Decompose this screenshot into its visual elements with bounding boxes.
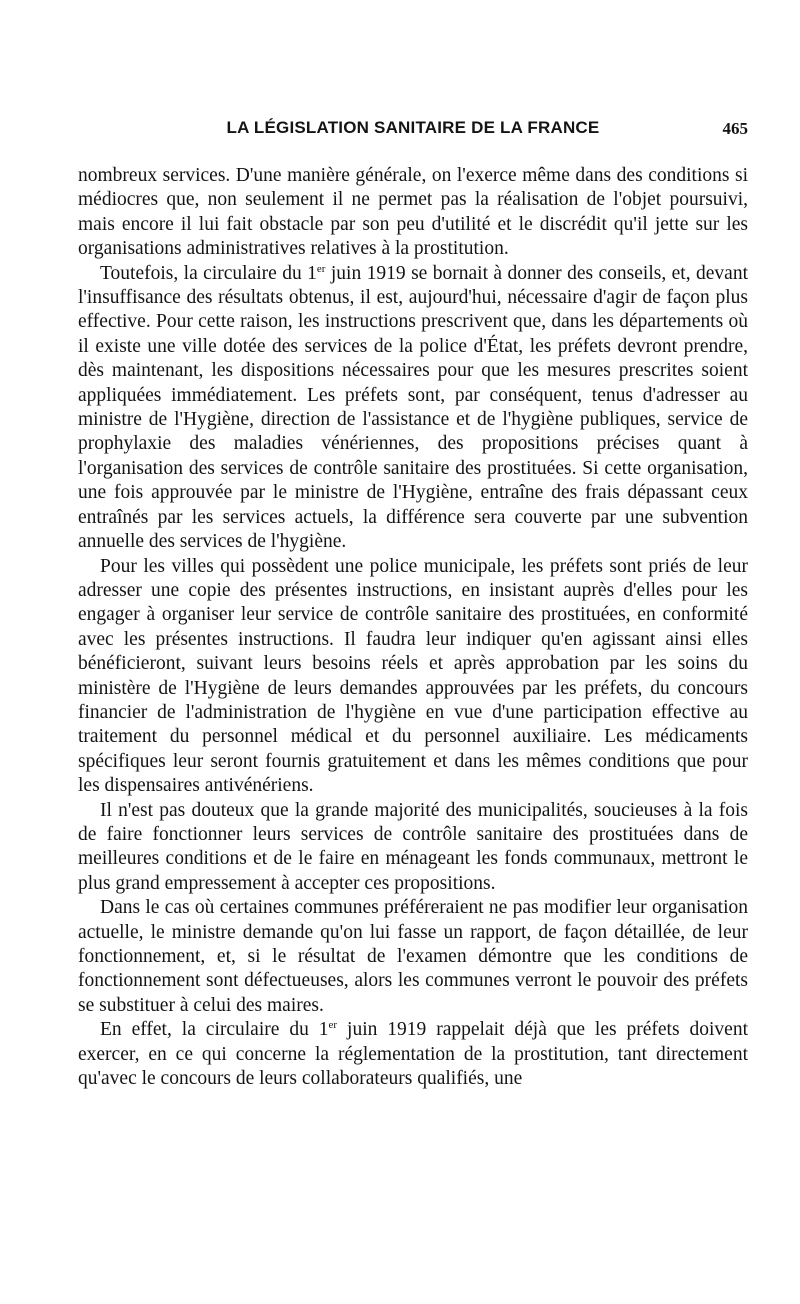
paragraph-continuation: nombreux services. D'une manière générale, on l'exerce même dans des conditions si médiocres que, non seulement il ne permet pas la réalisation de l'objet poursuivi, mais encore il lui fait obstacle par son peu d'utilité et le discrédit qu'il jette sur les organisations administratives relatives à la prostitution. (78, 165, 748, 260)
running-title: LA LÉGISLATION SANITAIRE DE LA FRANCE (226, 118, 600, 137)
page-number: 465 (722, 119, 748, 138)
paragraph-circulaire (78, 262, 748, 555)
ordinal-superscript: er (328, 1019, 338, 1032)
paragraph-text-after: juin 1919 rappelait déjà que les préfets doivent exercer, en ce qui concerne la réglementation de la prostitution, tant directement qu'avec le concours de leurs collaborateurs qualifiés, une (78, 1019, 748, 1090)
paragraph-text-before: En effet, la circulaire du 1 (100, 1019, 329, 1041)
paragraph-communes: Dans le cas où certaines communes préféreraient ne pas modifier leur organisation actuelle, le ministre demande qu'on lui fasse un rapport, de façon détaillée, de leur fonctionnement, et, si le résultat de l'examen démontre que les conditions de fonctionnement sont défectueuses, alors les communes verront le pouvoir des préfets se substituer à celui des maires. (78, 897, 748, 1016)
paragraph-text-before: Toutefois, la circulaire du 1 (100, 262, 317, 284)
paragraph-municipalites: Il n'est pas douteux que la grande majorité des municipalités, soucieuses à la fois de faire fonctionner leurs services de contrôle sanitaire des prostituées dans de meilleures conditions et de le faire en ménageant les fonds communaux, mettront le plus grand empressement à accepter ces propositions. (78, 799, 748, 894)
ordinal-superscript: er (316, 262, 326, 275)
paragraph-villes: Pour les villes qui possèdent une police municipale, les préfets sont priés de leur adresser une copie des présentes instructions, en insistant auprès d'elles pour les engager à organiser leur service de contrôle sanitaire des prostituées, en conformité avec les présentes instructions. Il faudra leur indiquer qu'en agissant ainsi elles bénéficieront, suivant leurs besoins réels et après approbation par les soins du ministère de l'Hygiène de leurs demandes approuvées par les préfets, du concours financier de l'administration de l'hygiène en vue d'une participation effective au traitement du personnel médical et du personnel auxiliaire. Les médicaments spécifiques leur seront fournis gratuitement et dans les mêmes conditions que pour les dispensaires antivénériens. (78, 555, 748, 797)
paragraph-en-effet (78, 1018, 748, 1091)
paragraph-text-after: juin 1919 se bornait à donner des conseils, et, devant l'insuffisance des résultats obtenus, il est, aujourd'hui, nécessaire d'agir de façon plus effective. Pour cette raison, les instructions prescrivent que, dans les départements où il existe une ville dotée des services de la police d'État, les préfets devront prendre, dès maintenant, les dispositions nécessaires pour que les mesures prescrites soient appliquées immédiatement. Les préfets sont, par conséquent, tenus d'adresser au ministre de l'Hygiène, direction de l'assistance et de l'hygiène publiques, service de prophylaxie des maladies vénériennes, des propositions précises quant à l'organisation des services de contrôle sanitaire des prostituées. Si cette organisation, une fois approuvée par le ministre de l'Hygiène, entraîne des frais dépassant ceux entraînés par les services actuels, la différence sera couverte par une subvention annuelle des services de l'hygiène. (78, 262, 748, 553)
running-header (78, 118, 748, 144)
body-text (78, 164, 748, 1091)
